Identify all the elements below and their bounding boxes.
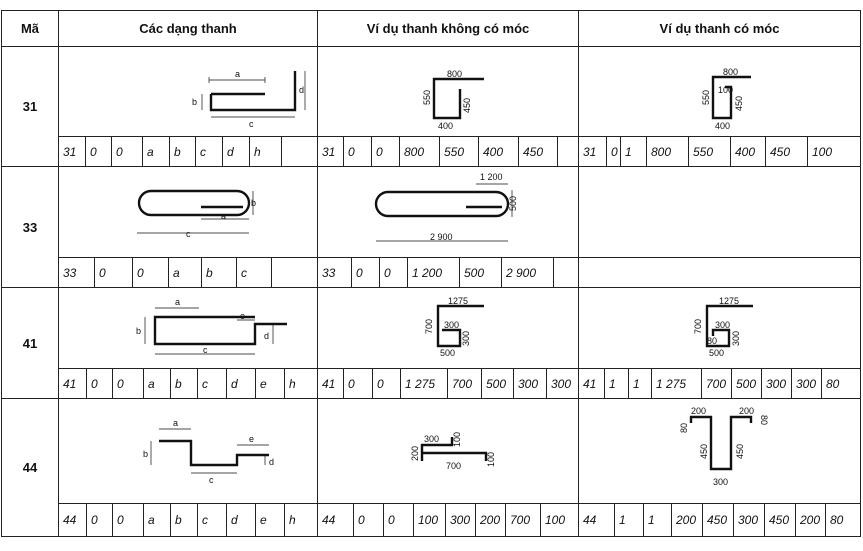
value-cell: 450 (765, 504, 796, 536)
value-cell: b (202, 258, 237, 287)
value-cell: 550 (689, 137, 731, 166)
value-cell: 450 (703, 504, 734, 536)
row-31-form-values (58, 136, 318, 167)
row-44-example-1-shape (318, 399, 580, 505)
value-cell: 80 (826, 376, 840, 391)
row-44-example-2 (578, 398, 861, 504)
row-44-ex2-label-1: 200 (739, 406, 755, 416)
value-cell: 31 (59, 137, 86, 166)
row-44-form-shape (59, 399, 319, 505)
row-44-ex1-label-1: 100 (452, 431, 462, 447)
row-33-ex1-label-0: 1 200 (480, 172, 503, 182)
header-code: Mã (1, 10, 59, 47)
value-cell: a (144, 504, 171, 536)
value-cell: 1 (629, 369, 652, 398)
value-cell: 33 (318, 258, 352, 287)
value-cell: 800 (647, 137, 689, 166)
value-cell: 44 (579, 504, 615, 536)
row-41-code: 41 (1, 287, 59, 399)
row-33-example-1 (317, 166, 579, 258)
row-41-form-shape (59, 288, 319, 370)
row-31-example-2 (578, 46, 861, 137)
value-cell: 1 200 (408, 258, 460, 287)
row-33-form-label-b: b (251, 198, 257, 208)
value-cell: 41 (59, 369, 87, 398)
value-cell: 550 (440, 137, 479, 166)
value-cell: a (144, 369, 171, 398)
value-cell: 1 275 (401, 369, 448, 398)
row-44-ex1-label-3: 700 (446, 461, 462, 471)
row-41-form-values (58, 368, 318, 399)
value-cell: 0 (354, 504, 384, 536)
row-31-example-2-shape (579, 47, 862, 138)
value-cell: 1 275 (652, 369, 702, 398)
row-41-form-label-e: e (240, 311, 246, 321)
row-33-ex1-label-1: 500 (508, 195, 518, 211)
value-cell: 300 (792, 369, 822, 398)
value-cell: h (289, 376, 296, 391)
row-31-ex2-values (578, 136, 861, 167)
row-41-example-1 (317, 287, 579, 369)
value-cell: c (196, 137, 223, 166)
row-41-form-diagram (58, 287, 318, 369)
value-cell: 41 (579, 369, 605, 398)
value-cell: 100 (812, 144, 833, 159)
value-cell: 0 (373, 369, 401, 398)
value-cell: 41 (318, 369, 344, 398)
value-cell: 0 (113, 369, 144, 398)
row-33-form-label-a: a (221, 211, 227, 221)
value-cell: 0 (344, 369, 373, 398)
value-cell: 300 (734, 504, 765, 536)
value-cell: 31 (318, 137, 344, 166)
value-cell: 500 (732, 369, 762, 398)
value-cell: 0 (95, 258, 133, 287)
value-cell: 80 (830, 513, 844, 527)
value-cell: 450 (519, 137, 558, 166)
row-31-form-label-d: d (299, 85, 305, 95)
value-cell: 0 (113, 504, 144, 536)
value-cell-empty (282, 137, 317, 166)
row-44-ex2-label-6: 300 (713, 477, 729, 487)
row-44-ex2-label-4: 450 (699, 443, 709, 459)
row-41-form-label-b: b (136, 326, 142, 336)
value-cell: c (198, 369, 227, 398)
row-41-example-2-shape (579, 288, 862, 370)
value-cell: e (256, 369, 285, 398)
value-cell: 0 (344, 137, 372, 166)
row-44-ex1-label-2: 200 (410, 445, 420, 461)
row-44-form-diagram (58, 398, 318, 504)
row-44-form-label-c: c (209, 475, 214, 485)
row-41-ex1-label-1: 700 (424, 318, 434, 334)
value-cell: 33 (59, 258, 95, 287)
row-31-ex2-label-4: 400 (715, 121, 731, 131)
value-cell: c (237, 258, 272, 287)
row-41-form-label-c: c (203, 345, 208, 355)
row-44-ex2-label-2: 80 (679, 422, 689, 433)
value-cell (558, 137, 578, 166)
value-cell: 1 (644, 504, 672, 536)
row-44-ex1-label-0: 300 (424, 434, 440, 444)
row-31-form-label-a: a (235, 69, 241, 79)
row-31-ex1-values (317, 136, 579, 167)
row-41-form-label-a: a (175, 297, 181, 307)
value-cell: 300 (551, 376, 572, 391)
row-41-ex1-label-0: 1275 (448, 296, 469, 306)
row-44-ex2-label-0: 200 (691, 406, 707, 416)
value-cell: 1 (605, 369, 629, 398)
row-33-form-shape (59, 167, 319, 259)
row-41-example-2 (578, 287, 861, 369)
row-31-form-label-c: c (249, 119, 254, 129)
row-44-form-label-e: e (249, 434, 255, 444)
value-cell: b (170, 137, 196, 166)
row-31-form-label-b: b (192, 97, 198, 107)
value-cell: b (171, 504, 198, 536)
value-cell: 44 (318, 504, 354, 536)
value-cell: d (227, 504, 256, 536)
value-cell: 100 (414, 504, 446, 536)
row-44-form-label-b: b (143, 449, 149, 459)
value-cell: 0 (112, 137, 143, 166)
value-cell: 0 (86, 137, 112, 166)
row-33-ex1-values (317, 257, 579, 288)
value-cell: h (289, 513, 296, 527)
value-cell: h (250, 137, 282, 166)
header-example-hook: Ví dụ thanh có móc (578, 10, 861, 47)
value-cell: 0 (380, 258, 408, 287)
value-cell: 450 (766, 137, 808, 166)
row-33-ex2-values-empty (578, 257, 861, 288)
value-cell: 0 (133, 258, 169, 287)
value-cell: 1 (615, 504, 644, 536)
value-cell: 300 (762, 369, 792, 398)
value-cell: 300 (514, 369, 547, 398)
row-31-form-shape (59, 47, 319, 138)
value-cell: 500 (460, 258, 502, 287)
row-31-ex1-label-2: 450 (462, 97, 472, 113)
row-44-form-values (58, 503, 318, 537)
value-cell: e (256, 504, 285, 536)
row-33-ex1-label-2: 2 900 (430, 232, 453, 242)
value-cell: 100 (545, 513, 566, 527)
row-41-ex2-label-3: 80 (707, 336, 718, 346)
row-33-form-values (58, 257, 318, 288)
row-41-ex1-label-3: 300 (461, 330, 471, 346)
value-cell: 1 (621, 137, 647, 166)
row-33-form-diagram (58, 166, 318, 258)
header-forms: Các dạng thanh (58, 10, 318, 47)
row-31-example-1-shape (318, 47, 580, 138)
value-cell: 2 900 (502, 258, 554, 287)
value-cell: 400 (479, 137, 519, 166)
row-41-ex2-label-4: 300 (731, 330, 741, 346)
value-cell: d (223, 137, 250, 166)
row-31-ex1-label-1: 550 (422, 89, 432, 105)
value-cell: 0 (352, 258, 380, 287)
value-cell: 0 (87, 369, 113, 398)
value-cell (554, 258, 578, 287)
value-cell: a (143, 137, 170, 166)
value-cell: 400 (731, 137, 766, 166)
value-cell: 300 (446, 504, 476, 536)
header-example-no-hook: Ví dụ thanh không có móc (317, 10, 579, 47)
row-31-ex1-label-0: 800 (447, 69, 463, 79)
row-41-example-1-shape (318, 288, 580, 370)
value-cell: 0 (87, 504, 113, 536)
value-cell: 700 (448, 369, 482, 398)
value-cell: 44 (59, 504, 87, 536)
row-44-ex2-label-3: 80 (759, 415, 769, 426)
value-cell: 700 (702, 369, 732, 398)
row-44-example-1 (317, 398, 579, 504)
value-cell: b (171, 369, 198, 398)
row-31-form-diagram (58, 46, 318, 137)
row-31-ex2-label-1: 100 (718, 85, 734, 95)
row-41-ex2-label-2: 300 (715, 320, 731, 330)
row-44-ex2-label-5: 450 (735, 443, 745, 459)
value-cell: 200 (672, 504, 703, 536)
value-cell: 800 (400, 137, 440, 166)
row-41-form-label-d: d (264, 331, 270, 341)
value-cell: 0 (607, 137, 621, 166)
row-44-example-2-shape (579, 399, 862, 505)
value-cell: 700 (506, 504, 541, 536)
value-cell: d (227, 369, 256, 398)
value-cell: 31 (579, 137, 607, 166)
row-41-ex2-values (578, 368, 861, 399)
row-44-form-label-a: a (173, 418, 179, 428)
row-44-form-label-d: d (269, 457, 275, 467)
row-41-ex2-label-5: 500 (709, 348, 725, 358)
row-41-ex1-label-2: 300 (444, 320, 460, 330)
value-cell: 200 (476, 504, 506, 536)
row-31-example-1 (317, 46, 579, 137)
value-cell (272, 258, 317, 287)
row-41-ex1-values (317, 368, 579, 399)
row-33-code: 33 (1, 166, 59, 288)
row-44-code: 44 (1, 398, 59, 537)
value-cell: 0 (372, 137, 400, 166)
row-41-ex1-label-4: 500 (440, 348, 456, 358)
row-31-code: 31 (1, 46, 59, 167)
value-cell: c (198, 504, 227, 536)
row-31-ex2-label-2: 550 (701, 89, 711, 105)
row-44-ex1-label-4: 100 (486, 451, 496, 467)
row-41-ex2-label-0: 1275 (719, 296, 740, 306)
row-33-example-1-shape (318, 167, 580, 259)
row-31-ex2-label-0: 800 (723, 67, 739, 77)
row-33-form-label-c: c (186, 229, 191, 239)
row-33-example-2-empty (578, 166, 861, 258)
value-cell: 500 (482, 369, 514, 398)
row-41-ex2-label-1: 700 (693, 318, 703, 334)
value-cell: 0 (384, 504, 414, 536)
row-44-ex1-values (317, 503, 579, 537)
row-31-ex1-label-3: 400 (438, 121, 454, 131)
row-44-ex2-values (578, 503, 861, 537)
value-cell: 200 (796, 504, 826, 536)
row-31-ex2-label-3: 450 (734, 95, 744, 111)
value-cell: a (169, 258, 202, 287)
